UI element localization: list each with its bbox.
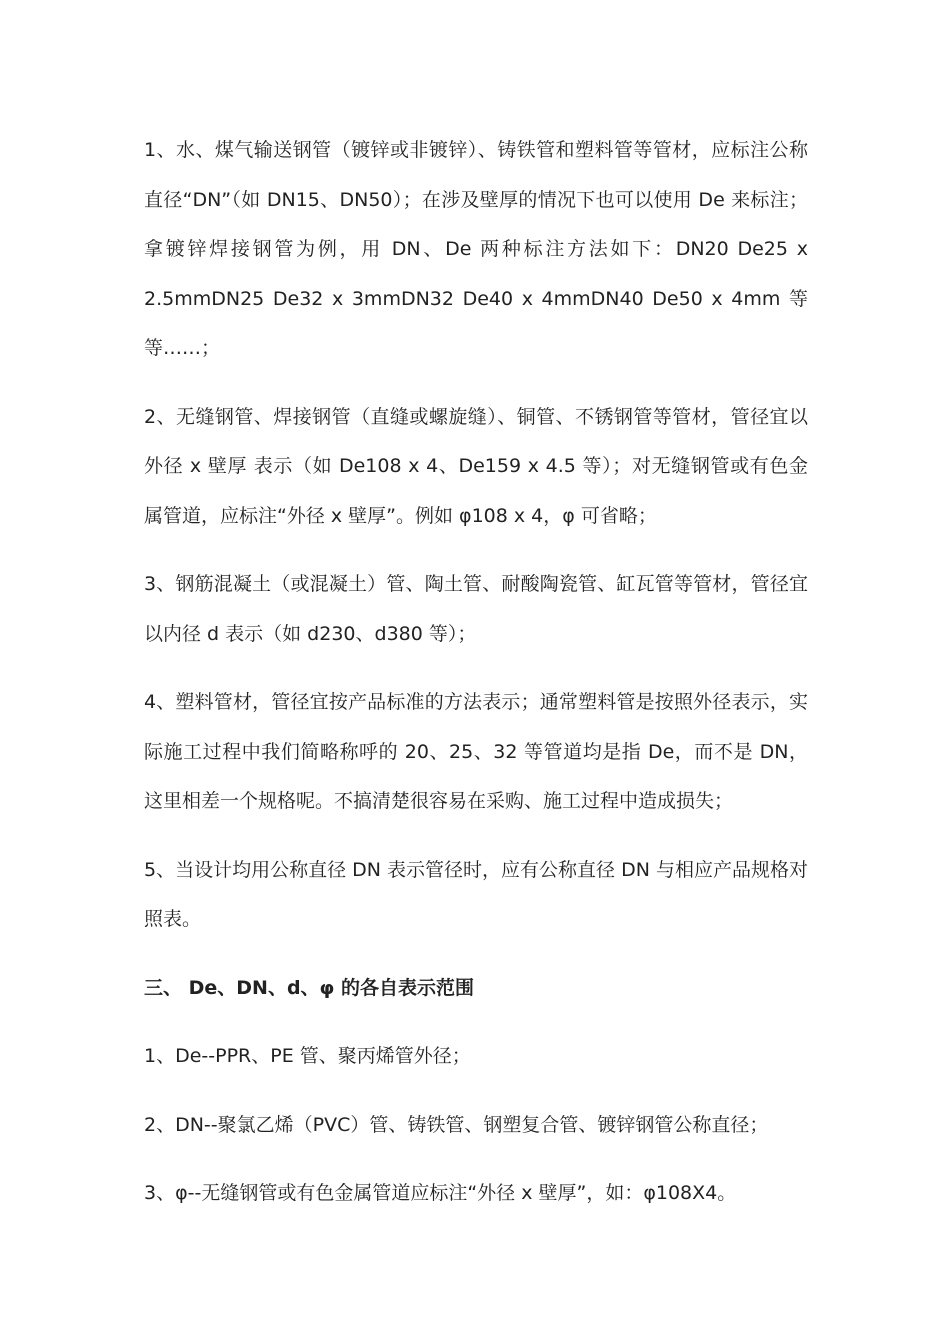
paragraph-5: 5、当设计均用公称直径 DN 表示管径时，应有公称直径 DN 与相应产品规格对照表。 [144, 858, 808, 930]
section-item-2: 2、DN--聚氯乙烯（PVC）管、铸铁管、钢塑复合管、镀锌钢管公称直径； [144, 1113, 769, 1136]
section-item-1: 1、De--PPR、PE 管、聚丙烯管外径； [144, 1045, 471, 1067]
document-body [144, 126, 808, 1238]
section-heading: 三、 De、DN、d、φ 的各自表示范围 [144, 976, 475, 999]
paragraph-2: 2、无缝钢管、焊接钢管（直缝或螺旋缝）、铜管、不锈钢管等管材，管径宜以外径 x 壁厚 表示（如 De108 x 4、De159 x 4.5 等）；对无缝钢管或有色金属管道，应标注“外径 x 壁厚”。例如 φ108 x 4，φ 可省略； [144, 405, 808, 527]
paragraph-3: 3、钢筋混凝土（或混凝土）管、陶土管、耐酸陶瓷管、缸瓦管等管材，管径宜以内径 d 表示（如 d230、d380 等）； [144, 573, 808, 645]
paragraph-4: 4、塑料管材，管径宜按产品标准的方法表示；通常塑料管是按照外径表示，实际施工过程中我们简略称呼的 20、25、32 等管道均是指 De，而不是 DN，这里相差一个规格呢。不搞清楚很容易在采购、施工过程中造成损失； [144, 691, 808, 812]
section-item-3: 3、φ--无缝钢管或有色金属管道应标注“外径 x 壁厚”，如：φ108X4。 [144, 1182, 737, 1204]
paragraph-1: 1、水、煤气输送钢管（镀锌或非镀锌）、铸铁管和塑料管等管材，应标注公称直径“DN”（如 DN15、DN50）；在涉及壁厚的情况下也可以使用 De 来标注；拿镀锌焊接钢管为例，用 DN、De 两种标注方法如下：DN20 De25 x 2.5mmDN25 De32 x 3mmDN32 De40 x 4mmDN40 De50 x 4mm 等等……； [144, 139, 808, 359]
